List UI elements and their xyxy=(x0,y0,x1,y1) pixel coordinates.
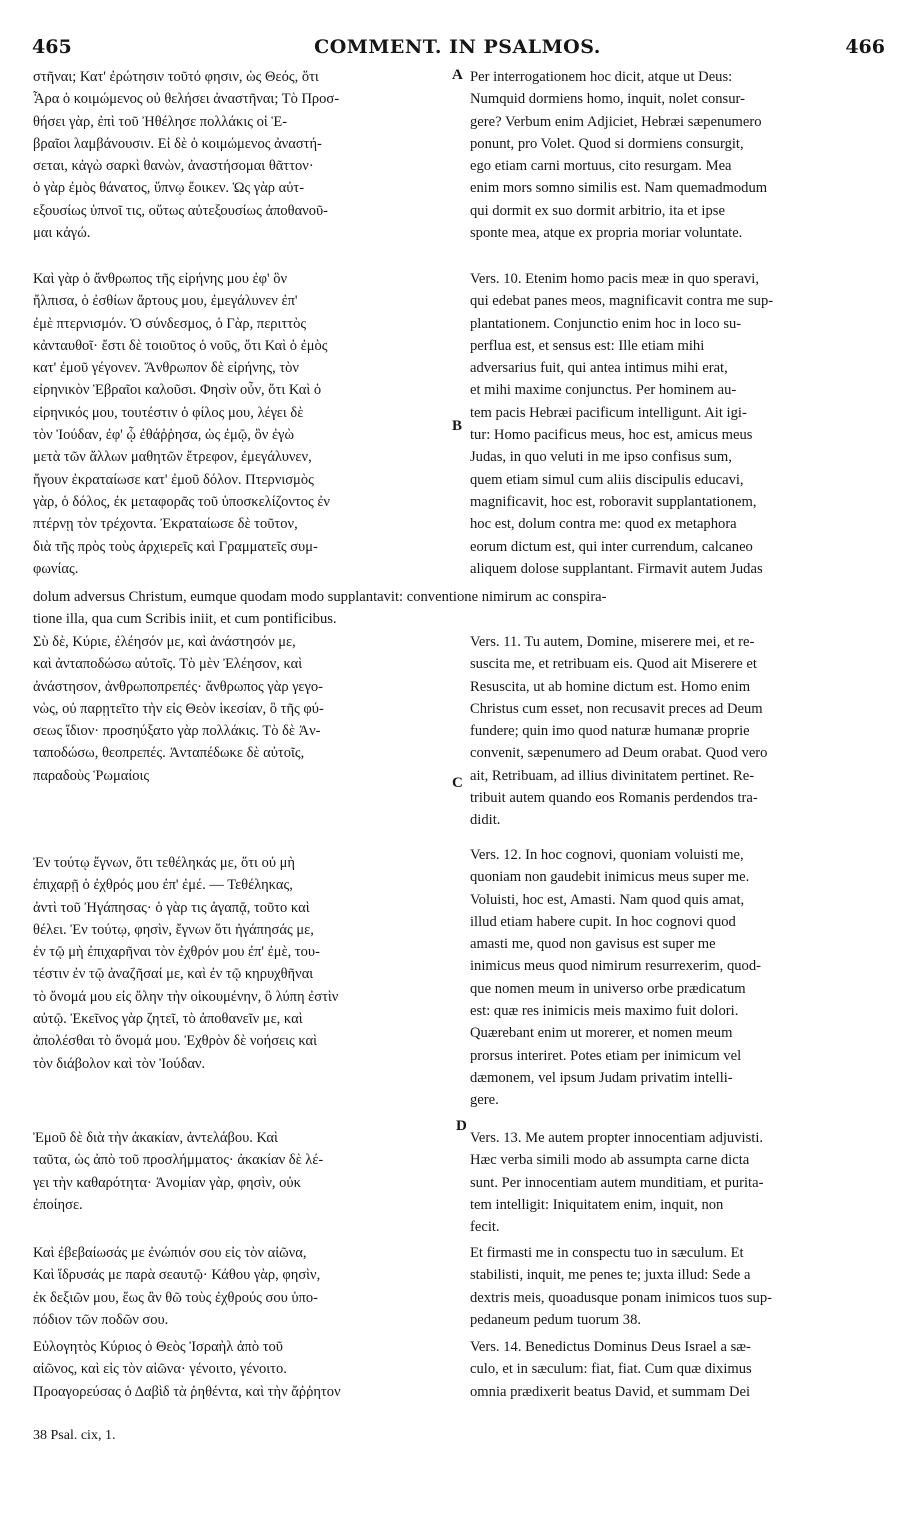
text-line: Καὶ γὰρ ὁ ἄνθρωπος τῆς εἰρήνης μου ἐφ' ὃν xyxy=(33,271,288,287)
text-line: πτέρνῃ τὸν τρέχοντα. Ἐκραταίωσε δὲ τοῦτον, xyxy=(33,516,298,533)
text-line: ἀπολέσθαι τὸ ὄνομά μου. Ἐχθρὸν δὲ νοήσεις καὶ xyxy=(33,1033,318,1050)
text-line: omnia prædixerit beatus David, et summam Dei xyxy=(470,1383,751,1400)
text-line: θήσει γὰρ, ἐπὶ τοῦ Ἠθέλησε πολλάκις οἱ Ἑ- xyxy=(33,113,288,130)
text-line: ego etiam carni mortuus, cito resurgam. Mea xyxy=(470,158,732,175)
text-line: ait, Retribuam, ad illius divinitatem pertinet. Re- xyxy=(470,767,755,784)
text-line: fecit. xyxy=(470,1219,500,1236)
text-line: prorsus interiret. Potes etiam per inimicum vel xyxy=(470,1047,742,1064)
text-line: ἐκ δεξιῶν μου, ἕως ἂν θῶ τοὺς ἐχθρούς σου ὑπο- xyxy=(33,1289,318,1306)
text-line: pedaneum pedum tuorum 38. xyxy=(470,1311,642,1328)
text-line: hoc est, dolum contra me: quod ex metaphora xyxy=(470,516,737,533)
latin-paragraph xyxy=(470,1127,882,1238)
text-line: τὸν Ἰούδαν, ἐφ' ᾧ ἐθάῤῥησα, ὡς ἐμῷ, ὃν ἐγὼ xyxy=(33,427,294,444)
text-line: quoniam non gaudebit inimicus meus super me. xyxy=(470,869,750,886)
text-line: dextris meis, quoadusque ponam inimicos tuos sup- xyxy=(470,1289,772,1306)
page-number-right: 466 xyxy=(845,36,885,58)
text-line: νὼς, οὐ παρῃτεῖτο τὴν εἰς Θεὸν ἱκεσίαν, ὃ τῆς φύ- xyxy=(33,700,324,717)
text-line: τὸν διάβολον καὶ τὸν Ἰούδαν. xyxy=(33,1055,206,1072)
text-line: ἐμὲ πτερνισμόν. Ὁ σύνδεσμος, ὁ Γὰρ, περιττὸς xyxy=(33,315,307,332)
text-line: qui edebat panes meos, magnificavit contra me sup- xyxy=(470,293,774,310)
text-line: Vers. 11. Tu autem, Domine, miserere mei, et re- xyxy=(470,634,755,650)
greek-paragraph xyxy=(33,268,458,580)
margin-marker-d: D xyxy=(456,1118,467,1134)
greek-paragraph xyxy=(33,1336,458,1403)
text-line: τέστιν ἐν τῷ ἀναζῆσαί με, καὶ ἐν τῷ κηρυχθῆναι xyxy=(33,966,314,983)
greek-paragraph xyxy=(33,1242,458,1331)
text-line: dolum adversus Christum, eumque quodam modo supplantavit: conventione nimirum ac conspira- xyxy=(33,589,607,605)
text-line: σεως ἴδιον· προσηύξατο γὰρ πολλάκις. Τὸ δὲ Ἀν- xyxy=(33,723,321,740)
greek-paragraph xyxy=(33,66,458,244)
text-line: culo, et in sæculum: fiat, fiat. Cum quæ diximus xyxy=(470,1361,752,1378)
text-line: κατ' ἐμοῦ γέγονεν. Ἄνθρωπον δὲ εἰρήνης, τὸν xyxy=(33,360,299,377)
text-line: illud etiam habere cupit. In hoc cognovi quod xyxy=(470,913,736,930)
text-line: ταῦτα, ὡς ἀπὸ τοῦ προσλήμματος· ἀκακίαν δὲ λέ- xyxy=(33,1152,324,1169)
text-line: aliquem dolose supplantant. Firmavit autem Judas xyxy=(470,560,763,577)
text-line: Ἆρα ὁ κοιμώμενος οὐ θελήσει ἀναστῆναι; Τὸ Προσ- xyxy=(33,91,340,108)
text-line: Numquid dormiens homo, inquit, nolet consur- xyxy=(470,91,745,108)
text-line: Καὶ ἵδρυσάς με παρὰ σεαυτῷ· Κάθου γὰρ, φησὶν, xyxy=(33,1267,321,1284)
page-number-left: 465 xyxy=(32,36,72,58)
text-line: εἰρηνικός μου, τουτέστιν ὁ φίλος μου, λέγει δὲ xyxy=(33,404,304,421)
text-line: fundere; quin imo quod naturæ humanæ proprie xyxy=(470,723,750,740)
text-line: Resuscita, ut ab homine dictum est. Homo enim xyxy=(470,678,751,695)
text-line: adversarius fuit, qui antea intimus mihi erat, xyxy=(470,360,728,377)
text-line: Hæc verba simili modo ab assumpta carne dicta xyxy=(470,1152,750,1169)
text-line: gere. xyxy=(470,1092,499,1109)
text-line: qui dormit ex suo dormit arbitrio, ita et ipse xyxy=(470,202,725,219)
text-line: εξουσίως ὑπνοῖ τις, οὕτως αὐτεξουσίως ἀποθανοῦ- xyxy=(33,202,328,219)
text-line: tione illa, qua cum Scribis iniit, et cum pontificibus. xyxy=(33,611,337,628)
text-line: παραδοὺς Ῥωμαίοις xyxy=(33,767,150,784)
text-line: stabilisti, inquit, me penes te; juxta illud: Sede a xyxy=(470,1267,751,1284)
text-line: πόδιον τῶν ποδῶν σου. xyxy=(33,1311,169,1328)
text-line: ἀνάστησον, ἀνθρωποπρεπές· ἄνθρωπος γὰρ γεγο- xyxy=(33,678,323,695)
text-line: ταποδώσω, θεοπρεπές. Ἀνταπέδωκε δὲ αὐτοῖς, xyxy=(33,745,305,762)
text-line: ὁ γὰρ ἐμὸς θάνατος, ὕπνῳ ἔοικεν. Ὡς γὰρ αὐτ- xyxy=(33,180,305,197)
latin-spanning-lines xyxy=(33,586,883,631)
text-line: amasti me, quod non gavisus est super me xyxy=(470,936,716,953)
text-line: ἐποίησε. xyxy=(33,1196,83,1213)
text-line: θέλει. Ἐν τούτῳ, φησὶν, ἔγνων ὅτι ἠγάπησάς με, xyxy=(33,921,314,938)
text-line: ἤγουν ἐκραταίωσε κατ' ἐμοῦ δόλον. Πτερνισμὸς xyxy=(33,471,314,488)
text-line: Christus cum esset, non recusavit preces ad Deum xyxy=(470,700,763,717)
latin-paragraph xyxy=(470,66,882,244)
text-line: ἐν τῷ μὴ ἐπιχαρῆναι τὸν ἐχθρόν μου ἐπ' ἐμὲ, του- xyxy=(33,944,320,961)
text-line: Ἐμοῦ δὲ διὰ τὴν ἀκακίαν, ἀντελάβου. Καὶ xyxy=(33,1130,278,1146)
text-line: ἤλπισα, ὁ ἐσθίων ἄρτους μου, ἐμεγάλυνεν ἐπ' xyxy=(33,293,298,310)
text-line: ἀντὶ τοῦ Ἠγάπησας· ὁ γὰρ τις ἀγαπᾷ, τοῦτο καὶ xyxy=(33,899,310,916)
text-line: tem pacis Hebræi pacificum intelligunt. Ait igi- xyxy=(470,404,747,421)
text-line: Εὐλογητὸς Κύριος ὁ Θεὸς Ἰσραὴλ ἀπὸ τοῦ xyxy=(33,1339,283,1355)
text-line: sponte mea, atque ex propria moriar voluntate. xyxy=(470,225,743,242)
text-line: Per interrogationem hoc dicit, atque ut Deus: xyxy=(470,69,733,85)
greek-paragraph xyxy=(33,1127,458,1216)
text-line: γὰρ, ὁ δόλος, ἐκ μεταφορᾶς τοῦ ὑποσκελίζοντος ἐν xyxy=(33,493,330,510)
text-line: βραῖοι λαμβάνουσιν. Εἰ δὲ ὁ κοιμώμενος ἀναστή- xyxy=(33,135,322,152)
text-line: tribuit autem quando eos Romanis perdendos tra- xyxy=(470,790,758,807)
text-line: Judas, in quo veluti in me ipso confisus sum, xyxy=(470,449,732,466)
text-line: que nomen meum in universo orbe prædicatum xyxy=(470,980,746,997)
text-line: plantationem. Conjunctio enim hoc in loco su- xyxy=(470,315,742,332)
latin-paragraph xyxy=(470,844,882,1112)
text-line: Vers. 10. Etenim homo pacis meæ in quo speravi, xyxy=(470,271,759,287)
text-line: Voluisti, hoc est, Amasti. Nam quod quis amat, xyxy=(470,891,745,908)
text-line: Quærebant enim ut morerer, et nomen meum xyxy=(470,1025,733,1042)
text-line: μετὰ τῶν ἄλλων μαθητῶν ἔτρεφον, ἐμεγάλυνεν, xyxy=(33,449,312,466)
text-line: γει τὴν καθαρότητα· Ἀνομίαν γὰρ, φησὶν, οὐκ xyxy=(33,1174,301,1191)
latin-paragraph xyxy=(470,1336,882,1403)
text-line: convenit, sæpenumero ad Deum orabat. Quod vero xyxy=(470,745,768,762)
text-line: Vers. 12. In hoc cognovi, quoniam voluisti me, xyxy=(470,847,744,863)
running-title: COMMENT. IN PSALMOS. xyxy=(314,36,601,58)
text-line: φωνίας. xyxy=(33,560,79,577)
text-line: ponunt, pro Volet. Quod si dormiens consurgit, xyxy=(470,135,744,152)
text-line: eorum dictum est, qui inter currendum, calcaneo xyxy=(470,538,753,555)
text-line: Καὶ ἐβεβαίωσάς με ἐνώπιόν σου εἰς τὸν αἰῶνα, xyxy=(33,1245,307,1261)
text-line: sunt. Per innocentiam autem munditiam, et purita- xyxy=(470,1174,764,1191)
text-line: perflua est, et sensus est: Ille etiam mihi xyxy=(470,337,705,354)
text-line: μαι κἀγώ. xyxy=(33,225,91,242)
text-line: inimicus meus quod nimirum resurrexerim, quod- xyxy=(470,958,762,975)
text-line: αὐτῷ. Ἐκεῖνος γὰρ ζητεῖ, τὸ ἀποθανεῖν με, καὶ xyxy=(33,1011,303,1028)
margin-marker-b: B xyxy=(452,418,463,434)
text-line: tem intelligit: Iniquitatem enim, inquit, non xyxy=(470,1196,724,1213)
text-line: Ἐν τούτῳ ἔγνων, ὅτι τεθέληκάς με, ὅτι οὐ μὴ xyxy=(33,855,295,871)
margin-marker-c: C xyxy=(452,775,463,791)
text-line: Vers. 13. Me autem propter innocentiam adjuvisti. xyxy=(470,1130,764,1146)
text-line: et mihi maxime conjunctus. Per hominem au- xyxy=(470,382,737,399)
text-line: enim mors somno similis est. Nam quemadmodum xyxy=(470,180,768,197)
text-line: κἀνταυθοῖ· ἔστι δὲ τοιοῦτος ὁ νοῦς, ὅτι Καὶ ὁ ἐμὸς xyxy=(33,337,328,354)
margin-marker-a: A xyxy=(452,67,463,83)
latin-paragraph xyxy=(470,631,882,832)
text-line: gere? Verbum enim Adjiciet, Hebræi sæpenumero xyxy=(470,113,762,130)
text-line: εἰρηνικὸν Ἑβραῖοι καλοῦσι. Φησὶν οὖν, ὅτι Καὶ ὁ xyxy=(33,382,322,399)
text-line: Et firmasti me in conspectu tuo in sæculum. Et xyxy=(470,1245,744,1261)
text-line: est: quæ res inimicis meis maximo fuit dolori. xyxy=(470,1003,739,1020)
text-line: σεται, κἀγὼ σαρκὶ θανὼν, ἀναστήσομαι θᾶττον· xyxy=(33,158,314,175)
latin-paragraph xyxy=(470,1242,882,1331)
text-line: Vers. 14. Benedictus Dominus Deus Israel a sæ- xyxy=(470,1339,751,1355)
text-line: suscita me, et retribuam eis. Quod ait Miserere et xyxy=(470,656,757,673)
text-line: didit. xyxy=(470,812,501,829)
greek-paragraph xyxy=(33,852,458,1075)
text-line: ἐπιχαρῇ ὁ ἐχθρός μου ἐπ' ἐμέ. — Τεθέληκας, xyxy=(33,877,293,894)
text-line: Σὺ δὲ, Κύριε, ἐλέησόν με, καὶ ἀνάστησόν με, xyxy=(33,634,296,650)
text-line: quem etiam simul cum aliis discipulis educavi, xyxy=(470,471,744,488)
text-line: στῆναι; Κατ' ἐρώτησιν τοῦτό φησιν, ὡς Θεός, ὅτι xyxy=(33,69,319,85)
text-line: Προαγορεύσας ὁ Δαβὶδ τὰ ῥηθέντα, καὶ τὴν ἄῤῥητον xyxy=(33,1383,341,1400)
text-line: διὰ τῆς πρὸς τοὺς ἀρχιερεῖς καὶ Γραμματεῖς συμ- xyxy=(33,538,318,555)
text-line: αἰῶνος, καὶ εἰς τὸν αἰῶνα· γένοιτο, γένοιτο. xyxy=(33,1361,287,1378)
text-line: τὸ ὄνομά μου εἰς ὅλην τὴν οἰκουμένην, ὃ λύπη ἐστὶν xyxy=(33,988,339,1005)
text-line: καὶ ἀνταποδώσω αὐτοῖς. Τὸ μὲν Ἐλέησον, καὶ xyxy=(33,656,303,673)
text-line: dæmonem, vel ipsum Judam privatim intelli- xyxy=(470,1069,733,1086)
latin-paragraph xyxy=(470,268,882,580)
text-line: magnificavit, hoc est, roboravit supplantationem, xyxy=(470,493,757,510)
greek-paragraph xyxy=(33,631,458,787)
footnote: 38 Psal. cix, 1. xyxy=(33,1428,116,1443)
text-line: tur: Homo pacificus meus, hoc est, amicus meus xyxy=(470,427,753,444)
